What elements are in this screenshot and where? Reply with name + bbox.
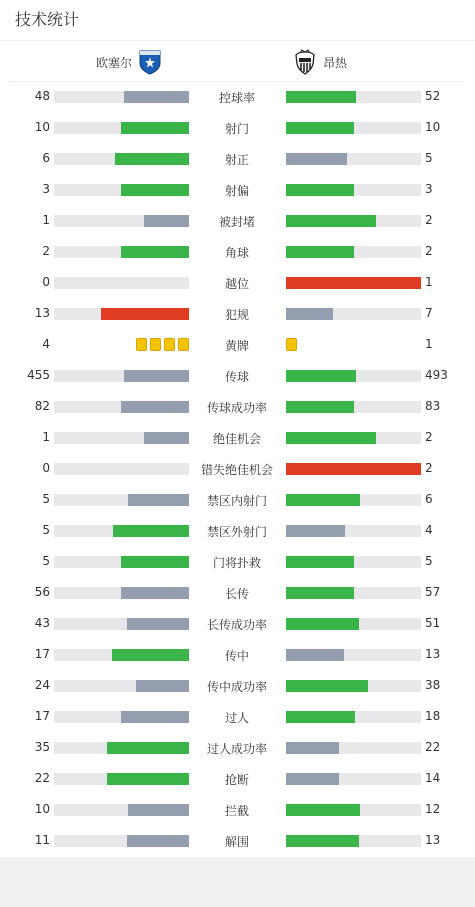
- away-stat-bar-fill: [286, 153, 347, 165]
- home-stat-bar-fill: [144, 432, 189, 444]
- away-stat-value: 14: [425, 771, 441, 785]
- away-stat-value: 2: [425, 461, 433, 475]
- home-stat-value: 24: [34, 678, 50, 692]
- home-stat-value: 5: [42, 492, 50, 506]
- home-stat-bar-fill: [121, 556, 189, 568]
- stat-label: 抢断: [224, 773, 249, 787]
- away-stat-bar-fill: [286, 556, 354, 568]
- away-stat-bar: [286, 680, 421, 692]
- away-stat-bar-fill: [286, 463, 421, 475]
- stat-label: 传球: [224, 370, 249, 384]
- stat-row: [0, 670, 475, 701]
- stat-label: 长传: [224, 587, 249, 601]
- stat-label: 拦截: [224, 804, 249, 818]
- stat-label: 射正: [224, 153, 249, 167]
- stat-row: [0, 81, 475, 112]
- home-stat-bar: [54, 370, 189, 382]
- away-stat-bar-fill: [286, 432, 376, 444]
- away-stat-bar-fill: [286, 804, 360, 816]
- home-stat-value: 22: [34, 771, 50, 785]
- away-stat-bar: [286, 835, 421, 847]
- stat-row: [0, 794, 475, 825]
- away-stat-bar: [286, 153, 421, 165]
- away-stat-bar: [286, 556, 421, 568]
- stat-label: 门将扑救: [212, 556, 261, 570]
- home-stat-bar: [54, 680, 189, 692]
- home-stat-bar-fill: [121, 587, 189, 599]
- away-stat-value: 57: [425, 585, 441, 599]
- away-stat-bar: [286, 91, 421, 103]
- home-stat-bar-fill: [128, 804, 189, 816]
- home-stat-bar: [54, 277, 189, 289]
- stat-row: [0, 577, 475, 608]
- away-stat-value: 22: [425, 740, 441, 754]
- away-stat-bar: [286, 246, 421, 258]
- stat-label: 射门: [224, 122, 249, 136]
- home-stat-bar-fill: [121, 711, 189, 723]
- home-stat-bar: [54, 742, 189, 754]
- yellow-card-icon: [286, 338, 297, 351]
- away-stat-bar-fill: [286, 370, 356, 382]
- home-stat-value: 0: [42, 461, 50, 475]
- away-stat-bar: [286, 184, 421, 196]
- away-stat-bar-fill: [286, 308, 333, 320]
- away-stat-value: 1: [425, 275, 433, 289]
- home-stat-bar: [54, 308, 189, 320]
- stat-label: 被封堵: [218, 215, 255, 229]
- home-stat-value: 11: [34, 833, 50, 847]
- away-stat-bar-fill: [286, 649, 344, 661]
- away-stat-value: 2: [425, 244, 433, 258]
- home-stat-bar: [54, 91, 189, 103]
- away-stat-bar-fill: [286, 122, 354, 134]
- home-stat-value: 1: [42, 213, 50, 227]
- away-yellow-cards: [286, 338, 297, 351]
- away-stat-bar-fill: [286, 525, 345, 537]
- away-stat-value: 38: [425, 678, 441, 692]
- home-stat-bar-fill: [112, 649, 189, 661]
- away-stat-bar: [286, 122, 421, 134]
- away-stat-bar: [286, 587, 421, 599]
- home-stat-bar: [54, 804, 189, 816]
- stat-label: 传球成功率: [206, 401, 267, 415]
- stat-label: 控球率: [218, 91, 255, 105]
- away-stat-bar-fill: [286, 711, 355, 723]
- home-stat-bar-fill: [107, 742, 189, 754]
- home-yellow-cards: [136, 338, 189, 351]
- home-stat-bar-fill: [121, 401, 189, 413]
- away-stat-value: 4: [425, 523, 433, 537]
- home-stat-bar: [54, 463, 189, 475]
- stat-row: [0, 701, 475, 732]
- away-team[interactable]: [293, 49, 347, 75]
- away-stat-value: 13: [425, 647, 441, 661]
- stat-row: [0, 546, 475, 577]
- stat-row: [0, 143, 475, 174]
- stat-row: [0, 484, 475, 515]
- away-stat-value: 1: [425, 337, 433, 351]
- away-stat-value: 18: [425, 709, 441, 723]
- away-stat-value: 7: [425, 306, 433, 320]
- stat-label: 错失绝佳机会: [200, 463, 273, 477]
- home-stat-bar-fill: [127, 835, 189, 847]
- stat-row: [0, 112, 475, 143]
- stat-row: [0, 205, 475, 236]
- stat-row: [0, 515, 475, 546]
- home-stat-value: 5: [42, 523, 50, 537]
- away-stat-value: 10: [425, 120, 441, 134]
- away-stat-bar: [286, 308, 421, 320]
- home-stat-value: 6: [42, 151, 50, 165]
- stat-label: 传中成功率: [206, 680, 267, 694]
- away-stat-bar: [286, 215, 421, 227]
- away-stat-bar: [286, 432, 421, 444]
- home-stat-value: 10: [34, 120, 50, 134]
- home-stat-bar: [54, 649, 189, 661]
- stat-row: [0, 174, 475, 205]
- home-stat-value: 3: [42, 182, 50, 196]
- stat-row: [0, 298, 475, 329]
- home-stat-bar: [54, 153, 189, 165]
- away-stat-value: 12: [425, 802, 441, 816]
- home-stat-bar: [54, 215, 189, 227]
- away-stat-value: 51: [425, 616, 441, 630]
- home-stat-value: 1: [42, 430, 50, 444]
- home-stat-bar: [54, 556, 189, 568]
- stat-row: [0, 453, 475, 484]
- home-stat-value: 35: [34, 740, 50, 754]
- stat-label: 射偏: [224, 184, 249, 198]
- stat-row: [0, 329, 475, 360]
- away-stat-value: 2: [425, 213, 433, 227]
- stat-label: 黄牌: [224, 339, 249, 353]
- away-stat-bar: [286, 773, 421, 785]
- page-title: 技术统计: [15, 10, 80, 29]
- away-stat-bar: [286, 804, 421, 816]
- stat-row: [0, 391, 475, 422]
- away-stat-bar: [286, 618, 421, 630]
- stat-label: 传中: [224, 649, 249, 663]
- away-stat-bar: [286, 711, 421, 723]
- yellow-card-icon: [164, 338, 175, 351]
- home-stat-bar: [54, 122, 189, 134]
- home-stat-bar: [54, 246, 189, 258]
- stat-label: 角球: [224, 246, 249, 260]
- home-stat-value: 56: [34, 585, 50, 599]
- stat-label: 过人成功率: [206, 742, 267, 756]
- stat-label: 绝佳机会: [212, 432, 261, 446]
- away-stat-value: 83: [425, 399, 441, 413]
- stat-label: 越位: [224, 277, 249, 291]
- home-stat-bar-fill: [136, 680, 189, 692]
- home-stat-bar-fill: [121, 246, 189, 258]
- stat-row: [0, 422, 475, 453]
- away-stat-bar-fill: [286, 184, 354, 196]
- away-stat-value: 493: [425, 368, 448, 382]
- away-stat-bar: [286, 494, 421, 506]
- away-stat-value: 5: [425, 554, 433, 568]
- away-stat-bar: [286, 649, 421, 661]
- home-stat-bar-fill: [127, 618, 189, 630]
- stat-row: [0, 763, 475, 794]
- away-stat-value: 3: [425, 182, 433, 196]
- away-stat-value: 52: [425, 89, 441, 103]
- away-stat-bar-fill: [286, 494, 360, 506]
- home-team-logo-icon: [138, 49, 162, 75]
- away-stat-bar: [286, 370, 421, 382]
- home-stat-bar-fill: [128, 494, 189, 506]
- stat-row: [0, 608, 475, 639]
- away-stat-bar-fill: [286, 277, 421, 289]
- home-stat-value: 48: [34, 89, 50, 103]
- away-stat-bar: [286, 401, 421, 413]
- home-team[interactable]: [96, 49, 162, 75]
- home-stat-bar: [54, 401, 189, 413]
- home-stat-value: 0: [42, 275, 50, 289]
- stat-row: [0, 825, 475, 856]
- away-stat-bar-fill: [286, 742, 339, 754]
- home-stat-bar-fill: [121, 122, 189, 134]
- home-stat-bar-fill: [107, 773, 189, 785]
- away-stat-bar: [286, 463, 421, 475]
- away-stat-bar-fill: [286, 835, 359, 847]
- stat-row: [0, 732, 475, 763]
- home-stat-bar: [54, 494, 189, 506]
- home-stat-bar: [54, 711, 189, 723]
- stat-row: [0, 267, 475, 298]
- home-stat-bar: [54, 835, 189, 847]
- away-stat-value: 5: [425, 151, 433, 165]
- away-stat-value: 13: [425, 833, 441, 847]
- away-stat-bar-fill: [286, 587, 354, 599]
- home-stat-bar: [54, 773, 189, 785]
- away-stat-bar: [286, 742, 421, 754]
- stat-row: [0, 236, 475, 267]
- stat-label: 过人: [224, 711, 249, 725]
- home-stat-bar-fill: [113, 525, 189, 537]
- home-stat-value: 17: [34, 647, 50, 661]
- home-stat-value: 13: [34, 306, 50, 320]
- away-team-name: 昂热: [323, 55, 348, 70]
- home-stat-value: 455: [27, 368, 50, 382]
- away-stat-bar-fill: [286, 618, 359, 630]
- home-stat-bar-fill: [115, 153, 189, 165]
- home-stat-bar: [54, 587, 189, 599]
- home-stat-value: 82: [34, 399, 50, 413]
- stat-row: [0, 639, 475, 670]
- away-stat-bar: [286, 277, 421, 289]
- home-stat-value: 17: [34, 709, 50, 723]
- away-stat-value: 2: [425, 430, 433, 444]
- yellow-card-icon: [178, 338, 189, 351]
- home-stat-bar-fill: [144, 215, 189, 227]
- stat-label: 解围: [224, 835, 249, 849]
- home-stat-value: 43: [34, 616, 50, 630]
- home-stat-bar-fill: [124, 91, 189, 103]
- teams-header: [10, 41, 465, 82]
- home-stat-bar-fill: [101, 308, 189, 320]
- home-stat-bar: [54, 618, 189, 630]
- home-stat-value: 4: [42, 337, 50, 351]
- away-stat-bar-fill: [286, 773, 339, 785]
- away-stat-bar-fill: [286, 91, 356, 103]
- away-stat-bar-fill: [286, 680, 368, 692]
- home-stat-bar: [54, 525, 189, 537]
- home-stat-bar: [54, 432, 189, 444]
- away-stat-bar: [286, 525, 421, 537]
- home-stat-value: 10: [34, 802, 50, 816]
- home-stat-value: 2: [42, 244, 50, 258]
- stat-label: 禁区外射门: [206, 525, 267, 539]
- away-stat-bar-fill: [286, 401, 354, 413]
- stat-row: [0, 360, 475, 391]
- stat-label: 长传成功率: [206, 618, 267, 632]
- home-stat-bar-fill: [121, 184, 189, 196]
- away-stat-bar-fill: [286, 246, 354, 258]
- stat-label: 禁区内射门: [206, 494, 267, 508]
- yellow-card-icon: [150, 338, 161, 351]
- away-stat-value: 6: [425, 492, 433, 506]
- away-team-logo-icon: [293, 49, 317, 75]
- home-stat-bar: [54, 184, 189, 196]
- away-stat-bar-fill: [286, 215, 376, 227]
- home-team-name: 欧塞尔: [95, 55, 132, 70]
- home-stat-value: 5: [42, 554, 50, 568]
- yellow-card-icon: [136, 338, 147, 351]
- home-stat-bar-fill: [124, 370, 189, 382]
- stat-label: 犯规: [224, 308, 249, 322]
